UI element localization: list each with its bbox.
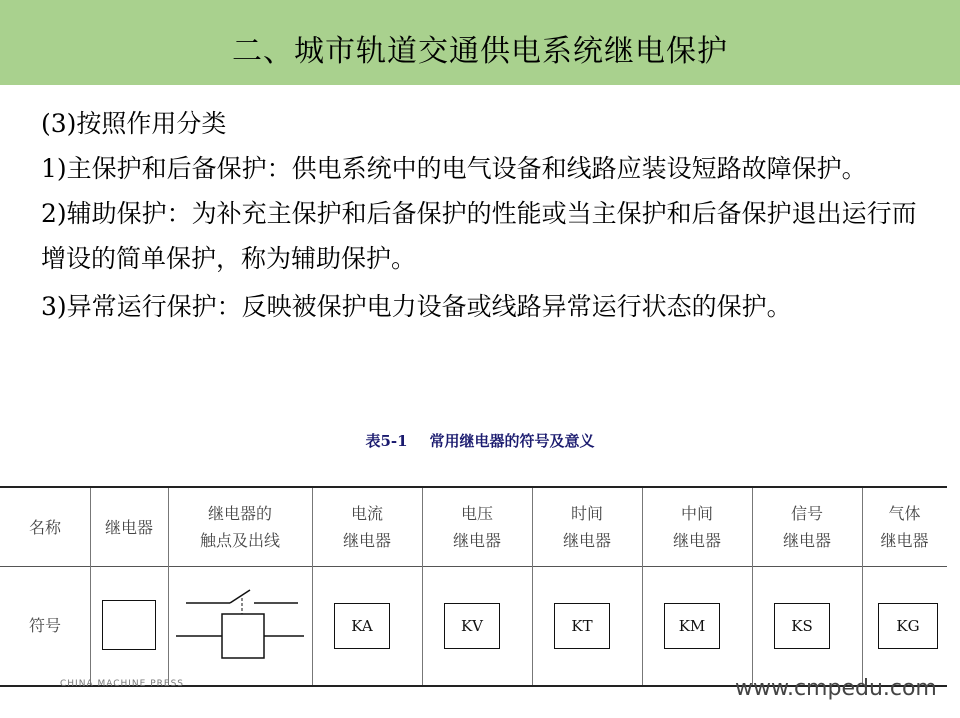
column-header-intermediate	[642, 500, 752, 554]
column-header-line2: 继电器	[452, 531, 501, 550]
column-header-line1: 信号	[790, 504, 823, 523]
publisher-watermark: CHINA MACHINE PRESS	[60, 679, 184, 689]
column-header-signal	[752, 500, 862, 554]
paragraph-heading: (3)按照作用分类	[41, 109, 227, 138]
symbol-ks-box: KS	[774, 603, 830, 649]
column-header-line1: 气体	[888, 504, 921, 523]
column-header-line2: 继电器	[562, 531, 611, 550]
column-header-contact	[168, 500, 312, 554]
symbol-kg-box: KG	[878, 603, 938, 649]
paragraph-auxiliary-protection: 2)辅助保护：为补充主保护和后备保护的性能或当主保护和后备保护退出运行而增设的简单保护，称为辅助保护。	[41, 199, 917, 273]
body-text	[41, 101, 921, 329]
row-header-name: 名称	[28, 518, 61, 537]
column-header-line1: 电压	[460, 504, 493, 523]
column-header-line1: 继电器的	[207, 504, 272, 523]
column-header-line2: 继电器	[880, 531, 929, 550]
column-header-time	[532, 500, 642, 554]
table-caption-number: 表5-1	[365, 432, 408, 450]
column-header-line2: 继电器	[672, 531, 721, 550]
column-header-line1: 继电器	[104, 518, 153, 537]
symbol-ka-box: KA	[334, 603, 390, 649]
column-header-line2: 触点及出线	[199, 531, 280, 550]
column-header-line2: 继电器	[342, 531, 391, 550]
column-header-line1: 时间	[570, 504, 603, 523]
symbol-kt-box: KT	[554, 603, 610, 649]
column-header-gas	[862, 500, 947, 554]
symbol-km-box: KM	[664, 603, 720, 649]
table-caption	[0, 430, 960, 451]
column-header-line2: 继电器	[782, 531, 831, 550]
column-header-relay	[90, 514, 168, 541]
column-header-line1: 电流	[350, 504, 383, 523]
table-row-divider	[0, 566, 947, 567]
paragraph-main-backup-protection: 1)主保护和后备保护：供电系统中的电气设备和线路应装设短路故障保护。	[41, 154, 867, 183]
symbol-kv-box: KV	[444, 603, 500, 649]
relay-coil-symbol	[102, 600, 156, 650]
slide-title: 二、城市轨道交通供电系统继电保护	[232, 34, 728, 69]
relay-symbol-table	[0, 486, 947, 687]
table-caption-title: 常用继电器的符号及意义	[429, 432, 595, 450]
column-header-voltage	[422, 500, 532, 554]
column-header-line1: 中间	[680, 504, 713, 523]
row-header-symbol: 符号	[28, 616, 61, 635]
website-watermark: www.cmpedu.com	[735, 676, 937, 701]
paragraph-abnormal-operation-protection: 3)异常运行保护：反映被保护电力设备或线路异常运行状态的保护。	[41, 292, 792, 321]
column-header-current	[312, 500, 422, 554]
relay-contact-symbol	[172, 584, 308, 674]
